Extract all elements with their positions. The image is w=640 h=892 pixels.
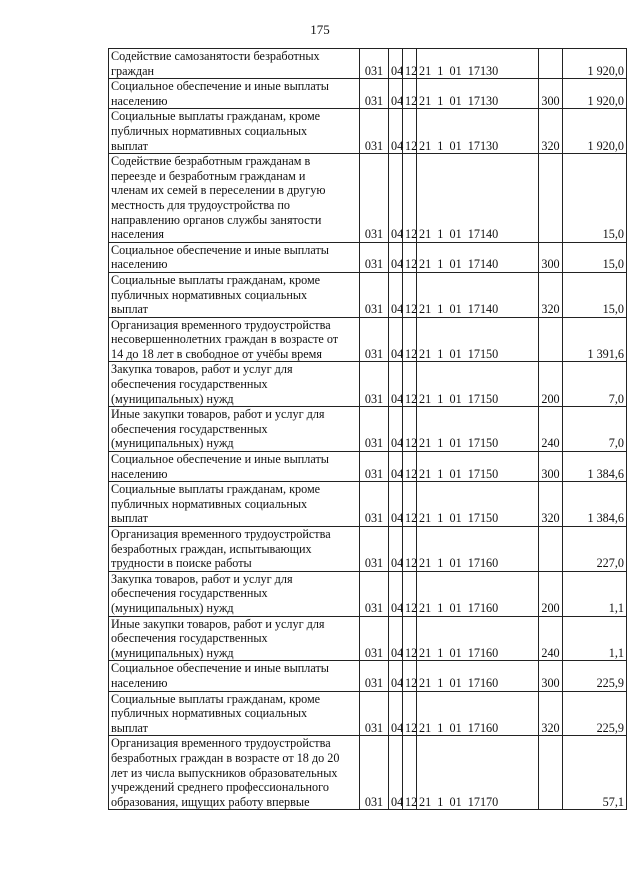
section-code-cell: 04 — [389, 154, 403, 243]
row-name-cell: Закупка товаров, работ и услуг для обеспечения государственных (муниципальных) нужд — [109, 571, 360, 616]
section-code-cell: 04 — [389, 242, 403, 272]
target-article-code-cell: 21 1 01 17140 — [417, 154, 539, 243]
target-article-code-cell: 21 1 01 17160 — [417, 571, 539, 616]
amount-cell: 7,0 — [563, 407, 627, 452]
expense-type-code-cell: 320 — [539, 272, 563, 317]
ministry-code-cell: 031 — [360, 482, 389, 527]
amount-cell: 1 391,6 — [563, 317, 627, 362]
ministry-code-cell: 031 — [360, 661, 389, 691]
row-name-cell: Социальное обеспечение и иные выплаты населению — [109, 242, 360, 272]
expense-type-code-cell: 200 — [539, 571, 563, 616]
amount-cell: 227,0 — [563, 527, 627, 572]
amount-cell: 1,1 — [563, 571, 627, 616]
row-name-cell: Социальное обеспечение и иные выплаты населению — [109, 661, 360, 691]
row-name-cell: Социальные выплаты гражданам, кроме публичных нормативных социальных выплат — [109, 109, 360, 154]
table-row — [109, 571, 627, 616]
subsection-code-cell: 12 — [403, 661, 417, 691]
table-row — [109, 691, 627, 736]
target-article-code-cell: 21 1 01 17130 — [417, 49, 539, 79]
section-code-cell: 04 — [389, 616, 403, 661]
amount-cell: 1 920,0 — [563, 79, 627, 109]
amount-cell: 57,1 — [563, 736, 627, 810]
amount-cell: 1 384,6 — [563, 482, 627, 527]
section-code-cell: 04 — [389, 109, 403, 154]
target-article-code-cell: 21 1 01 17130 — [417, 79, 539, 109]
amount-cell: 1 920,0 — [563, 109, 627, 154]
ministry-code-cell: 031 — [360, 154, 389, 243]
row-name-cell: Организация временного трудоустройства безработных граждан, испытывающих трудности в поиске работы — [109, 527, 360, 572]
expense-type-code-cell: 320 — [539, 691, 563, 736]
subsection-code-cell: 12 — [403, 482, 417, 527]
section-code-cell: 04 — [389, 362, 403, 407]
ministry-code-cell: 031 — [360, 362, 389, 407]
table-row — [109, 272, 627, 317]
expense-type-code-cell: 300 — [539, 452, 563, 482]
budget-table — [108, 48, 627, 810]
table-row — [109, 482, 627, 527]
page-number: 175 — [310, 22, 330, 37]
section-code-cell: 04 — [389, 317, 403, 362]
target-article-code-cell: 21 1 01 17160 — [417, 527, 539, 572]
expense-type-code-cell — [539, 527, 563, 572]
table-row — [109, 109, 627, 154]
expense-type-code-cell: 300 — [539, 242, 563, 272]
subsection-code-cell: 12 — [403, 242, 417, 272]
row-name-cell: Иные закупки товаров, работ и услуг для обеспечения государственных (муниципальных) нужд — [109, 407, 360, 452]
target-article-code-cell: 21 1 01 17170 — [417, 736, 539, 810]
target-article-code-cell: 21 1 01 17160 — [417, 691, 539, 736]
target-article-code-cell: 21 1 01 17160 — [417, 661, 539, 691]
expense-type-code-cell: 200 — [539, 362, 563, 407]
ministry-code-cell: 031 — [360, 317, 389, 362]
expense-type-code-cell: 300 — [539, 661, 563, 691]
ministry-code-cell: 031 — [360, 272, 389, 317]
table-row — [109, 362, 627, 407]
section-code-cell: 04 — [389, 527, 403, 572]
ministry-code-cell: 031 — [360, 49, 389, 79]
target-article-code-cell: 21 1 01 17150 — [417, 407, 539, 452]
row-name-cell: Социальные выплаты гражданам, кроме публичных нормативных социальных выплат — [109, 482, 360, 527]
budget-table-body — [109, 49, 627, 810]
row-name-cell: Организация временного трудоустройства безработных граждан в возрасте от 18 до 20 лет из числа выпускников образовательных учреждений среднего профессионального образования, ищущих работу впервые — [109, 736, 360, 810]
section-code-cell: 04 — [389, 452, 403, 482]
expense-type-code-cell: 320 — [539, 109, 563, 154]
table-row — [109, 79, 627, 109]
expense-type-code-cell: 240 — [539, 407, 563, 452]
target-article-code-cell: 21 1 01 17140 — [417, 272, 539, 317]
row-name-cell: Иные закупки товаров, работ и услуг для обеспечения государственных (муниципальных) нужд — [109, 616, 360, 661]
expense-type-code-cell — [539, 154, 563, 243]
section-code-cell: 04 — [389, 571, 403, 616]
ministry-code-cell: 031 — [360, 527, 389, 572]
section-code-cell: 04 — [389, 272, 403, 317]
section-code-cell: 04 — [389, 482, 403, 527]
ministry-code-cell: 031 — [360, 736, 389, 810]
table-row — [109, 616, 627, 661]
amount-cell: 1 384,6 — [563, 452, 627, 482]
target-article-code-cell: 21 1 01 17150 — [417, 482, 539, 527]
row-name-cell: Социальное обеспечение и иные выплаты населению — [109, 79, 360, 109]
expense-type-code-cell: 320 — [539, 482, 563, 527]
amount-cell: 15,0 — [563, 242, 627, 272]
amount-cell: 7,0 — [563, 362, 627, 407]
amount-cell: 15,0 — [563, 154, 627, 243]
section-code-cell: 04 — [389, 49, 403, 79]
table-row — [109, 407, 627, 452]
target-article-code-cell: 21 1 01 17140 — [417, 242, 539, 272]
target-article-code-cell: 21 1 01 17150 — [417, 452, 539, 482]
subsection-code-cell: 12 — [403, 49, 417, 79]
subsection-code-cell: 12 — [403, 109, 417, 154]
row-name-cell: Содействие самозанятости безработных граждан — [109, 49, 360, 79]
ministry-code-cell: 031 — [360, 452, 389, 482]
amount-cell: 225,9 — [563, 691, 627, 736]
expense-type-code-cell — [539, 49, 563, 79]
subsection-code-cell: 12 — [403, 407, 417, 452]
subsection-code-cell: 12 — [403, 691, 417, 736]
amount-cell: 15,0 — [563, 272, 627, 317]
row-name-cell: Организация временного трудоустройства несовершеннолетних граждан в возрасте от 14 до 18 лет в свободное от учёбы время — [109, 317, 360, 362]
ministry-code-cell: 031 — [360, 109, 389, 154]
section-code-cell: 04 — [389, 736, 403, 810]
ministry-code-cell: 031 — [360, 616, 389, 661]
subsection-code-cell: 12 — [403, 154, 417, 243]
ministry-code-cell: 031 — [360, 79, 389, 109]
table-row — [109, 736, 627, 810]
subsection-code-cell: 12 — [403, 79, 417, 109]
expense-type-code-cell: 300 — [539, 79, 563, 109]
subsection-code-cell: 12 — [403, 616, 417, 661]
row-name-cell: Социальные выплаты гражданам, кроме публичных нормативных социальных выплат — [109, 691, 360, 736]
subsection-code-cell: 12 — [403, 272, 417, 317]
row-name-cell: Социальное обеспечение и иные выплаты населению — [109, 452, 360, 482]
subsection-code-cell: 12 — [403, 452, 417, 482]
subsection-code-cell: 12 — [403, 571, 417, 616]
amount-cell: 225,9 — [563, 661, 627, 691]
expense-type-code-cell — [539, 736, 563, 810]
table-row — [109, 317, 627, 362]
target-article-code-cell: 21 1 01 17130 — [417, 109, 539, 154]
section-code-cell: 04 — [389, 691, 403, 736]
subsection-code-cell: 12 — [403, 736, 417, 810]
row-name-cell: Закупка товаров, работ и услуг для обеспечения государственных (муниципальных) нужд — [109, 362, 360, 407]
amount-cell: 1 920,0 — [563, 49, 627, 79]
subsection-code-cell: 12 — [403, 317, 417, 362]
row-name-cell: Социальные выплаты гражданам, кроме публичных нормативных социальных выплат — [109, 272, 360, 317]
section-code-cell: 04 — [389, 79, 403, 109]
row-name-cell: Содействие безработным гражданам в переезде и безработным гражданам и членам их семей в переселении в другую местность для трудоустройства по направлению органов службы занятости населения — [109, 154, 360, 243]
expense-type-code-cell — [539, 317, 563, 362]
ministry-code-cell: 031 — [360, 242, 389, 272]
amount-cell: 1,1 — [563, 616, 627, 661]
table-row — [109, 242, 627, 272]
target-article-code-cell: 21 1 01 17150 — [417, 362, 539, 407]
ministry-code-cell: 031 — [360, 407, 389, 452]
ministry-code-cell: 031 — [360, 571, 389, 616]
section-code-cell: 04 — [389, 407, 403, 452]
expense-type-code-cell: 240 — [539, 616, 563, 661]
target-article-code-cell: 21 1 01 17160 — [417, 616, 539, 661]
table-row — [109, 527, 627, 572]
section-code-cell: 04 — [389, 661, 403, 691]
ministry-code-cell: 031 — [360, 691, 389, 736]
table-row — [109, 661, 627, 691]
target-article-code-cell: 21 1 01 17150 — [417, 317, 539, 362]
subsection-code-cell: 12 — [403, 362, 417, 407]
table-row — [109, 452, 627, 482]
table-row — [109, 154, 627, 243]
subsection-code-cell: 12 — [403, 527, 417, 572]
table-row — [109, 49, 627, 79]
